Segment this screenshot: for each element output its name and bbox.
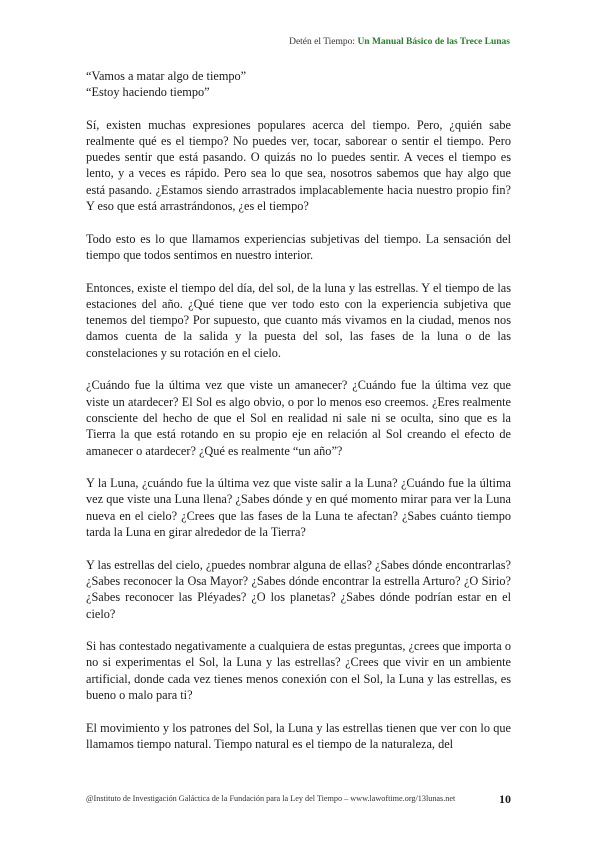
page-body — [86, 68, 511, 768]
page-footer — [86, 792, 511, 806]
header-prefix: Detén el Tiempo: — [289, 37, 358, 47]
paragraph: El movimiento y los patrones del Sol, la Luna y las estrellas tienen que ver con lo que llamamos tiempo natural. Tiempo natural es el tiempo de la naturaleza, del — [86, 720, 511, 751]
paragraph: Todo esto es lo que llamamos experiencias subjetivas del tiempo. La sensación del tiempo que todos sentimos en nuestro interior. — [86, 231, 511, 262]
opening-quotes — [86, 68, 511, 101]
header-book-title: Un Manual Básico de las Trece Lunas — [357, 37, 510, 47]
quote-line: “Vamos a matar algo de tiempo” — [86, 69, 247, 83]
quote-line: “Estoy haciendo tiempo” — [86, 85, 210, 100]
paragraph: Sí, existen muchas expresiones populares acerca del tiempo. Pero, ¿quién sabe realmente qué es el tiempo? No puedes ver, tocar, saborear o sentir el tiempo. Pero puedes sentir que está pasando. O quizás no lo puedes sentir. A veces el tiempo es lento, y a veces es rápido. Pero sea lo que sea, nosotros sabemos que hay algo que está pasando. ¿Estamos siendo arrastrados implacablemente hacia nuestro propio fin? Y eso que está arrastrándonos, ¿es el tiempo? — [86, 117, 511, 214]
footer-copyright: @Instituto de Investigación Galáctica de la Fundación para la Ley del Tiempo – www.lawoftime.org/13lunas.net — [86, 794, 456, 803]
paragraph: Y la Luna, ¿cuándo fue la última vez que viste salir a la Luna? ¿Cuándo fue la última vez que viste una Luna llena? ¿Sabes dónde y en qué momento mirar para ver la Luna nueva en el cielo? ¿Crees que las fases de la Luna te afectan? ¿Sabes cuánto tiempo tarda la Luna en girar alrededor de la Tierra? — [86, 476, 511, 540]
paragraph: Y las estrellas del cielo, ¿puedes nombrar alguna de ellas? ¿Sabes dónde encontrarlas? ¿Sabes reconocer la Osa Mayor? ¿Sabes dónde encontrar la estrella Arturo? ¿O Sirio? ¿Sabes reconocer las Pléyades? ¿O los planetas? ¿Sabes dónde podrían estar en el cielo? — [86, 557, 511, 621]
paragraph: Si has contestado negativamente a cualquiera de estas preguntas, ¿crees que importa o no si experimentas el Sol, la Luna y las estrellas? ¿Crees que vivir en un ambiente artificial, donde cada vez tienes menos conexión con el Sol, la Luna y las estrellas, es bueno o malo para ti? — [86, 639, 511, 702]
paragraph: ¿Cuándo fue la última vez que viste un amanecer? ¿Cuándo fue la última vez que viste un atardecer? El Sol es algo obvio, o por lo menos eso creemos. ¿Eres realmente consciente del hecho de que el Sol en realidad ni sale ni se oculta, sino que es la Tierra la que está rotando en su propio eje en relación al Sol creando el efecto de amanecer o atardecer? ¿Qué es realmente “un año”? — [86, 378, 511, 458]
paragraph: Entonces, existe el tiempo del día, del sol, de la luna y las estrellas. Y el tiempo de las estaciones del año. ¿Qué tiene que ver todo esto con la experiencia subjetiva que tenemos del tiempo? Por supuesto, que cuanto más vivamos en la ciudad, menos nos damos cuenta de la salida y la puesta del sol, las fases de la luna o de las constelaciones y su rotación en el cielo. — [86, 280, 511, 360]
page-number: 10 — [499, 792, 511, 806]
running-header — [289, 37, 510, 47]
